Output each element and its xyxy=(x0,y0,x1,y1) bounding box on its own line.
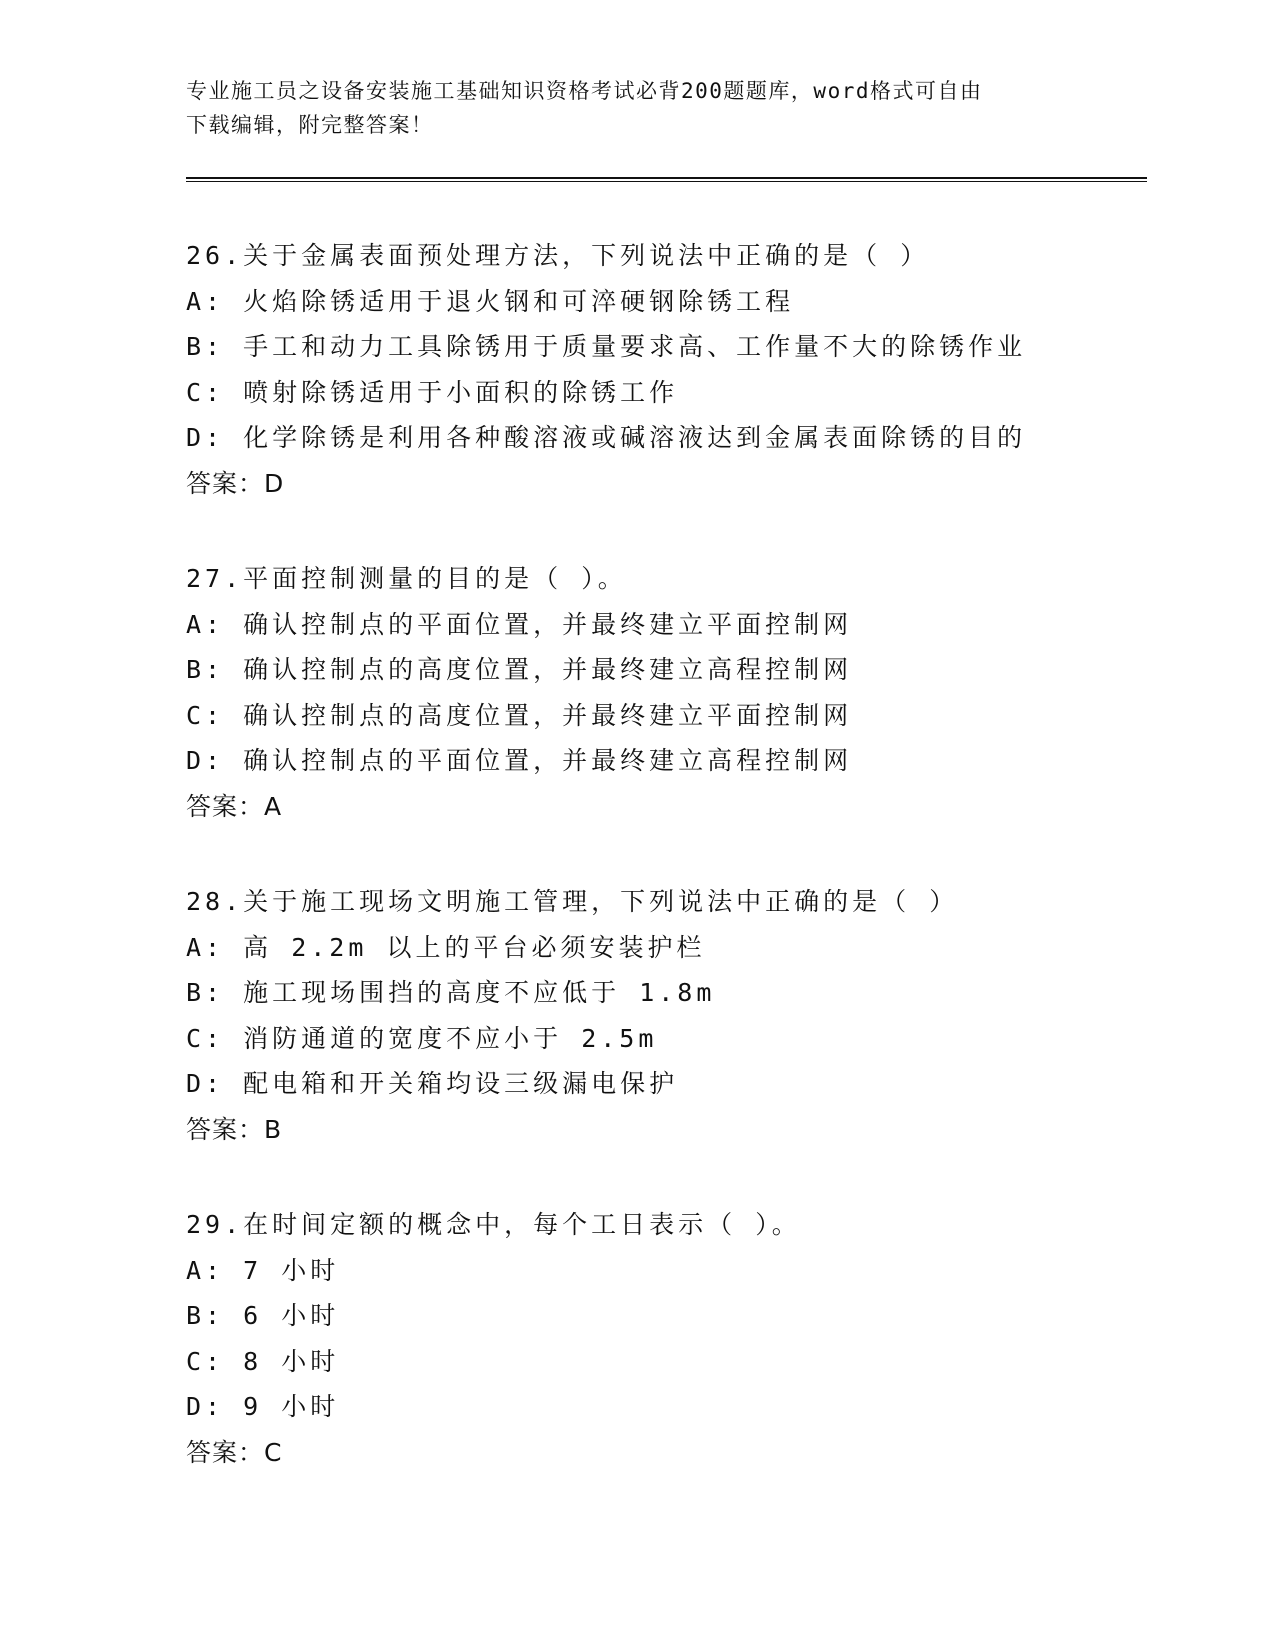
question-26 xyxy=(186,233,1186,506)
option-d: D: 化学除锈是利用各种酸溶液或碱溶液达到金属表面除锈的目的 xyxy=(186,423,1027,452)
answer-line: 答案：C xyxy=(186,1437,283,1467)
option-d: D: 配电箱和开关箱均设三级漏电保护 xyxy=(186,1069,679,1098)
option-b: B: 施工现场围挡的高度不应低于 1.8m xyxy=(186,978,716,1007)
question-28 xyxy=(186,879,1186,1152)
option-b: B: 6 小时 xyxy=(186,1301,340,1330)
option-a: A: 确认控制点的平面位置，并最终建立平面控制网 xyxy=(186,609,853,639)
question-stem: 28.关于施工现场文明施工管理，下列说法中正确的是（ ） xyxy=(186,887,959,916)
option-a: A: 火焰除锈适用于退火钢和可淬硬钢除锈工程 xyxy=(186,286,795,316)
answer-line: 答案：B xyxy=(186,1114,283,1144)
option-d: D: 9 小时 xyxy=(186,1392,340,1421)
option-c: C: 确认控制点的高度位置，并最终建立平面控制网 xyxy=(186,700,853,730)
option-a: A: 7 小时 xyxy=(186,1255,340,1285)
answer-line: 答案：D xyxy=(186,468,285,498)
header-line-1: 专业施工员之设备安装施工基础知识资格考试必背200题题库，word格式可自由 xyxy=(186,79,983,103)
option-a: A: 高 2.2m 以上的平台必须安装护栏 xyxy=(186,932,706,962)
option-b: B: 确认控制点的高度位置，并最终建立高程控制网 xyxy=(186,655,853,684)
header-divider-thin xyxy=(186,181,1147,182)
option-c: C: 8 小时 xyxy=(186,1346,340,1376)
option-c: C: 消防通道的宽度不应小于 2.5m xyxy=(186,1023,658,1053)
question-29 xyxy=(186,1202,1186,1475)
header-line-2: 下载编辑，附完整答案！ xyxy=(186,113,434,137)
question-stem: 26.关于金属表面预处理方法，下列说法中正确的是（ ） xyxy=(186,241,930,270)
header-divider-thick xyxy=(186,177,1147,179)
question-stem: 27.平面控制测量的目的是（ ）。 xyxy=(186,564,627,593)
option-b: B: 手工和动力工具除锈用于质量要求高、工作量不大的除锈作业 xyxy=(186,332,1027,361)
document-header xyxy=(186,74,1086,142)
question-list xyxy=(186,233,1186,1525)
option-c: C: 喷射除锈适用于小面积的除锈工作 xyxy=(186,377,679,407)
option-d: D: 确认控制点的平面位置，并最终建立高程控制网 xyxy=(186,746,853,775)
answer-line: 答案：A xyxy=(186,791,283,821)
question-stem: 29.在时间定额的概念中，每个工日表示（ ）。 xyxy=(186,1210,801,1239)
question-27 xyxy=(186,556,1186,829)
